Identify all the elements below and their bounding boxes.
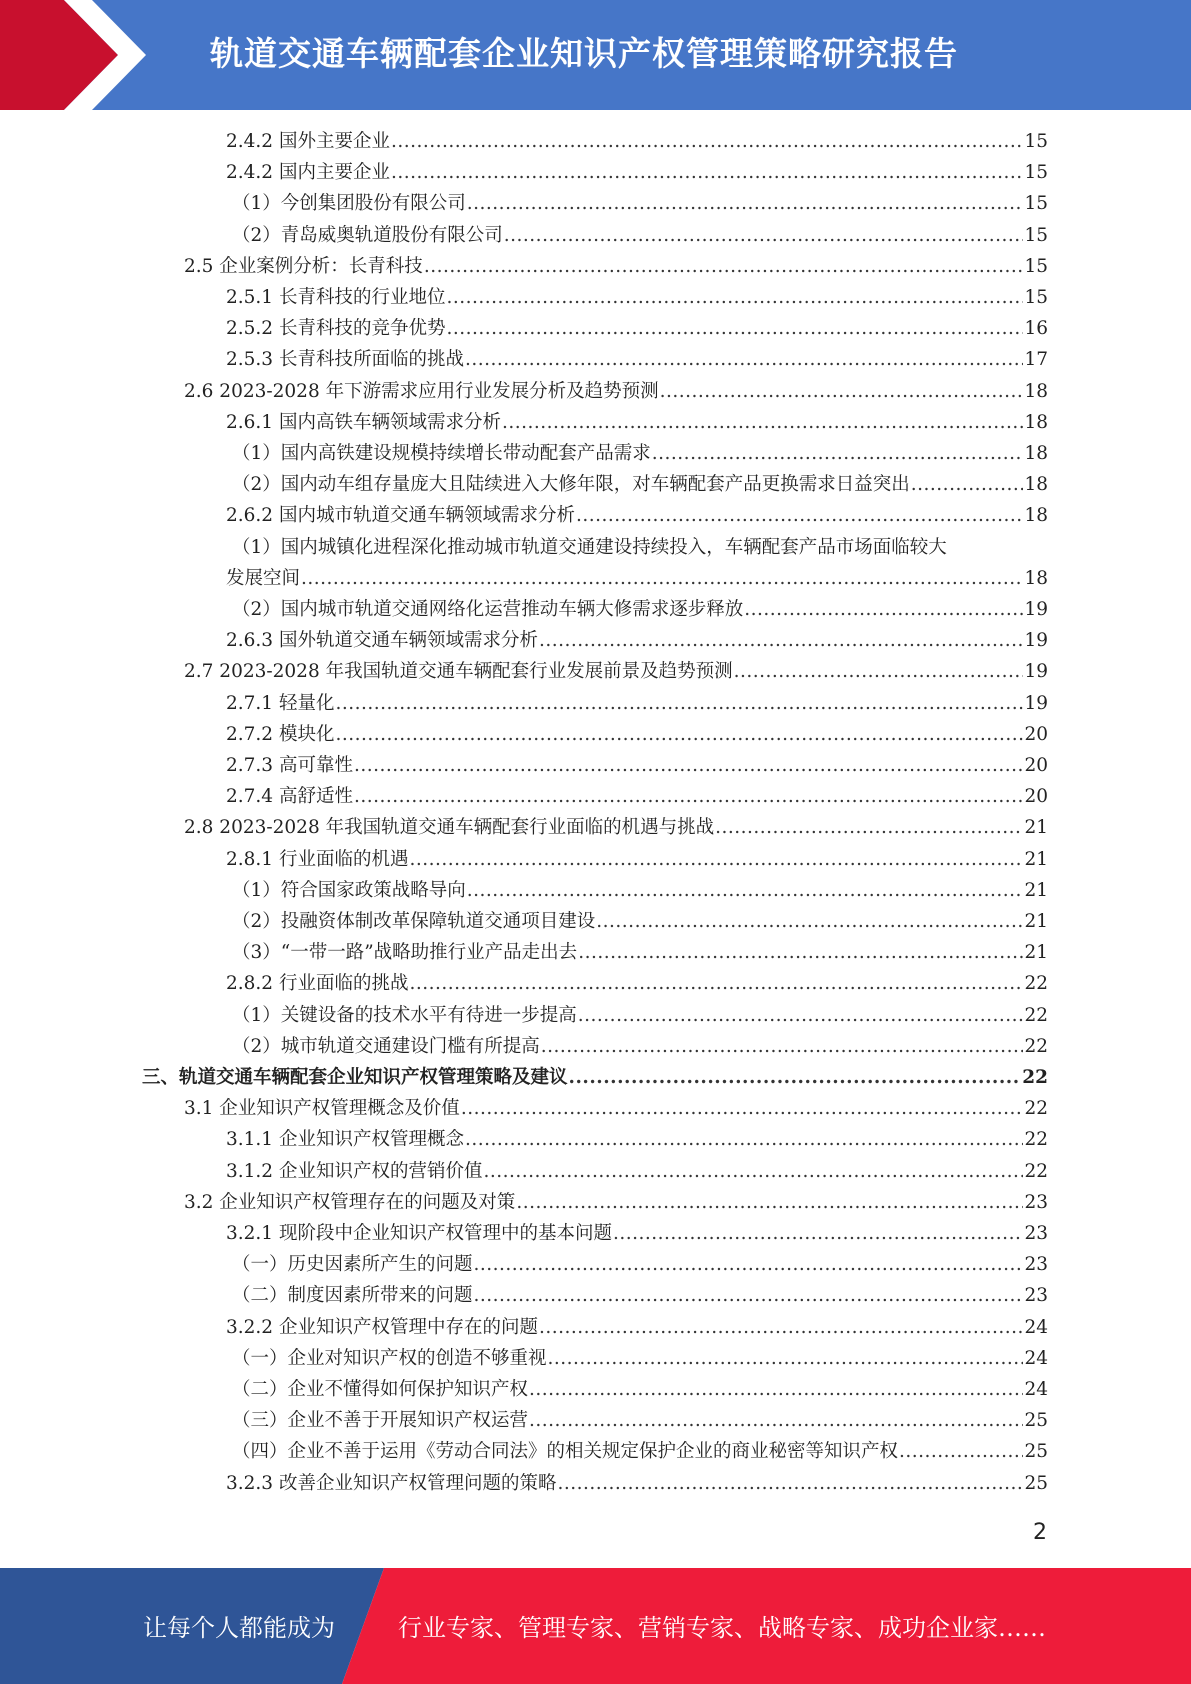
- toc-entry[interactable]: [232, 438, 1048, 469]
- toc-entry[interactable]: [226, 344, 1048, 375]
- toc-entry[interactable]: [226, 1218, 1048, 1249]
- footer-slogan-left: 让每个人都能成为: [143, 1614, 335, 1642]
- toc-entry-title: 3.2.3 改善企业知识产权管理问题的策略: [226, 1472, 557, 1494]
- toc-entry-page: 17: [1024, 349, 1048, 371]
- toc-dot-leader: [744, 594, 1023, 625]
- toc-entry[interactable]: [226, 313, 1048, 344]
- toc-entry-page: 25: [1024, 1472, 1048, 1494]
- toc-entry[interactable]: [232, 1436, 1048, 1467]
- toc-entry[interactable]: [226, 407, 1048, 438]
- toc-entry[interactable]: [232, 1280, 1048, 1311]
- toc-entry-title: 2.8 2023-2028 年我国轨道交通车辆配套行业面临的机遇与挑战: [184, 817, 715, 839]
- toc-entry-page: 22: [1024, 973, 1048, 995]
- toc-entry-title: （一）历史因素所产生的问题: [232, 1254, 473, 1276]
- toc-entry-title: 2.7.1 轻量化: [226, 692, 335, 714]
- toc-entry-title: 2.8.1 行业面临的机遇: [226, 848, 409, 870]
- toc-entry-page: 20: [1024, 723, 1048, 745]
- toc-dot-leader: [529, 1405, 1023, 1436]
- toc-dot-leader: [424, 251, 1024, 282]
- toc-entry-title: （1）国内城镇化进程深化推动城市轨道交通建设持续投入，车辆配套产品市场面临较大: [232, 536, 947, 558]
- toc-entry-page: 24: [1024, 1379, 1048, 1400]
- toc-entry-page: 19: [1024, 630, 1048, 652]
- toc-entry-page: 23: [1024, 1285, 1048, 1307]
- toc-entry-title: 3.1 企业知识产权管理概念及价值: [184, 1098, 460, 1120]
- toc-entry[interactable]: [232, 532, 1048, 563]
- toc-entry-page: 23: [1024, 1223, 1048, 1244]
- toc-entry[interactable]: [226, 781, 1048, 812]
- toc-entry-page: 19: [1024, 692, 1048, 714]
- toc-dot-leader: [660, 376, 1024, 407]
- toc-entry-page: 22: [1024, 1004, 1048, 1026]
- toc-entry-title: （2）国内城市轨道交通网络化运营推动车辆大修需求逐步释放: [232, 599, 744, 620]
- toc-entry-title: （四）企业不善于运用《劳动合同法》的相关规定保护企业的商业秘密等知识产权: [232, 1441, 899, 1463]
- toc-dot-leader: [578, 1000, 1024, 1031]
- toc-entry[interactable]: [226, 719, 1048, 750]
- toc-entry-page: 19: [1024, 599, 1048, 620]
- toc-entry-title: 2.6 2023-2028 年下游需求应用行业发展分析及趋势预测: [184, 380, 659, 402]
- toc-entry[interactable]: [232, 1031, 1048, 1062]
- toc-entry-title: 2.4.2 国外主要企业: [226, 131, 390, 152]
- toc-entry-title: 2.6.3 国外轨道交通车辆领域需求分析: [226, 630, 538, 652]
- toc-dot-leader: [539, 625, 1023, 656]
- toc-entry-page: 18: [1024, 380, 1048, 402]
- report-title: 轨道交通车辆配套企业知识产权管理策略研究报告: [210, 34, 958, 73]
- toc-entry-title: 2.7.3 高可靠性: [226, 755, 353, 776]
- toc-entry-page: 18: [1024, 443, 1048, 464]
- toc-dot-leader: [715, 812, 1023, 843]
- report-header: [0, 0, 1191, 110]
- toc-entry-page: 23: [1024, 1191, 1048, 1213]
- toc-dot-leader: [474, 1280, 1024, 1311]
- toc-entry[interactable]: [184, 812, 1048, 843]
- toc-entry-title: 2.7.2 模块化: [226, 723, 335, 745]
- toc-entry-page: 15: [1024, 287, 1048, 308]
- toc-entry-title: 3.2.1 现阶段中企业知识产权管理中的基本问题: [226, 1223, 612, 1244]
- toc-dot-leader: [516, 1187, 1023, 1218]
- toc-entry-page: 15: [1024, 255, 1048, 277]
- toc-entry[interactable]: [226, 157, 1048, 188]
- toc-dot-leader: [557, 1468, 1023, 1499]
- toc-entry-page: 15: [1024, 131, 1048, 152]
- toc-entry-page: 18: [1024, 505, 1048, 527]
- toc-entry-page: 15: [1024, 162, 1048, 184]
- toc-entry-page: 20: [1024, 786, 1048, 808]
- toc-dot-leader: [576, 500, 1023, 531]
- toc-entry[interactable]: [226, 126, 1048, 157]
- toc-entry-title: 2.6.2 国内城市轨道交通车辆领域需求分析: [226, 505, 575, 527]
- toc-entry-page: 23: [1024, 1254, 1048, 1276]
- toc-entry-page: 22: [1024, 1035, 1048, 1057]
- toc-entry-page: 21: [1024, 911, 1048, 932]
- toc-dot-leader: [391, 126, 1023, 157]
- toc-entry-title: （2）投融资体制改革保障轨道交通项目建设: [232, 911, 596, 932]
- toc-entry[interactable]: [232, 1374, 1048, 1405]
- toc-entry[interactable]: [226, 1156, 1048, 1187]
- toc-entry[interactable]: [232, 1249, 1048, 1280]
- footer-slogan-right: 行业专家、管理专家、营销专家、战略专家、成功企业家……: [398, 1614, 1046, 1642]
- toc-dot-leader: [569, 1062, 1022, 1093]
- toc-entry[interactable]: [184, 376, 1048, 407]
- toc-dot-leader: [391, 157, 1023, 188]
- toc-entry[interactable]: [232, 937, 1048, 968]
- toc-entry-page: 22: [1024, 1129, 1048, 1151]
- toc-dot-leader: [541, 1031, 1024, 1062]
- toc-entry[interactable]: [226, 500, 1048, 531]
- toc-entry-title: 2.5.3 长青科技所面临的挑战: [226, 349, 464, 371]
- toc-dot-leader: [446, 282, 1023, 313]
- toc-dot-leader: [529, 1374, 1023, 1405]
- toc-entry-title: 3.1.2 企业知识产权的营销价值: [226, 1160, 483, 1182]
- toc-entry[interactable]: [226, 625, 1048, 656]
- toc-entry-page: 21: [1024, 817, 1048, 839]
- page-number: 2: [1033, 1520, 1047, 1545]
- toc-dot-leader: [911, 469, 1024, 500]
- toc-entry[interactable]: [184, 656, 1048, 687]
- toc-entry-page: 22: [1022, 1067, 1048, 1088]
- toc-entry[interactable]: [226, 1468, 1048, 1499]
- toc-entry-page: 15: [1024, 193, 1048, 215]
- toc-dot-leader: [474, 1249, 1024, 1280]
- toc-entry-page: 21: [1024, 848, 1048, 870]
- toc-entry[interactable]: [232, 220, 1048, 251]
- toc-entry-title: 2.7.4 高舒适性: [226, 786, 353, 808]
- toc-entry[interactable]: [232, 1000, 1048, 1031]
- toc-entry[interactable]: [232, 188, 1048, 219]
- toc-entry-title: （二）制度因素所带来的问题: [232, 1285, 473, 1307]
- toc-entry[interactable]: [184, 1187, 1048, 1218]
- toc-dot-leader: [539, 1312, 1023, 1343]
- toc-entry-page: 21: [1024, 879, 1048, 901]
- toc-dot-leader: [409, 968, 1023, 999]
- toc-dot-leader: [409, 844, 1023, 875]
- toc-entry-page: 20: [1024, 755, 1048, 776]
- toc-entry[interactable]: [226, 844, 1048, 875]
- toc-entry-title: 2.6.1 国内高铁车辆领域需求分析: [226, 411, 501, 433]
- toc-entry[interactable]: [226, 563, 1048, 594]
- toc-entry[interactable]: [232, 594, 1048, 625]
- toc-dot-leader: [899, 1436, 1023, 1467]
- toc-dot-leader: [335, 688, 1023, 719]
- toc-entry-page: 24: [1024, 1347, 1048, 1369]
- toc-entry-page: 24: [1024, 1316, 1048, 1338]
- toc-entry-title: 2.5 企业案例分析：长青科技: [184, 255, 423, 277]
- toc-entry[interactable]: [226, 282, 1048, 313]
- toc-entry-page: 21: [1024, 942, 1048, 964]
- page-footer: [0, 1568, 1191, 1684]
- toc-entry[interactable]: [184, 251, 1048, 282]
- toc-entry-title: （1）符合国家政策战略导向: [232, 879, 466, 901]
- toc-entry-page: 18: [1024, 474, 1048, 496]
- toc-dot-leader: [613, 1218, 1023, 1249]
- toc-entry-title: （一）企业对知识产权的创造不够重视: [232, 1347, 547, 1369]
- toc-dot-leader: [301, 563, 1023, 594]
- toc-dot-leader: [467, 875, 1024, 906]
- toc-dot-leader: [578, 937, 1023, 968]
- toc-entry-title: （2）城市轨道交通建设门槛有所提高: [232, 1035, 540, 1057]
- toc-entry-title: （1）关键设备的技术水平有待进一步提高: [232, 1004, 577, 1026]
- toc-dot-leader: [354, 750, 1024, 781]
- toc-entry-page: 22: [1024, 1098, 1048, 1120]
- toc-entry-title: 三、轨道交通车辆配套企业知识产权管理策略及建议: [142, 1067, 568, 1088]
- toc-entry-title: （2）青岛威奥轨道股份有限公司: [232, 224, 503, 246]
- toc-entry[interactable]: [232, 1343, 1048, 1374]
- toc-entry-title: 3.2 企业知识产权管理存在的问题及对策: [184, 1191, 516, 1213]
- toc-entry-title: （3）“一带一路”战略助推行业产品走出去: [232, 942, 578, 964]
- toc-entry[interactable]: [226, 688, 1048, 719]
- toc-dot-leader: [596, 906, 1023, 937]
- toc-entry-page: 25: [1024, 1441, 1048, 1463]
- toc-dot-leader: [335, 719, 1023, 750]
- toc-dot-leader: [502, 407, 1023, 438]
- toc-entry[interactable]: [142, 1062, 1048, 1093]
- toc-entry-title: 2.8.2 行业面临的挑战: [226, 973, 409, 995]
- toc-entry-page: 25: [1024, 1410, 1048, 1432]
- toc-entry-page: 22: [1024, 1160, 1048, 1182]
- toc-entry-page: 19: [1024, 661, 1048, 683]
- toc-entry[interactable]: [232, 469, 1048, 500]
- toc-dot-leader: [504, 220, 1024, 251]
- toc-dot-leader: [483, 1156, 1023, 1187]
- toc-dot-leader: [465, 344, 1023, 375]
- toc-dot-leader: [734, 656, 1024, 687]
- toc-entry-page: 18: [1024, 411, 1048, 433]
- toc-entry-page: 16: [1024, 318, 1048, 340]
- toc-entry[interactable]: [226, 1312, 1048, 1343]
- toc-dot-leader: [548, 1343, 1024, 1374]
- toc-dot-leader: [467, 188, 1024, 219]
- toc-entry[interactable]: [232, 906, 1048, 937]
- toc-entry-title: 2.5.1 长青科技的行业地位: [226, 287, 446, 308]
- toc-entry[interactable]: [226, 750, 1048, 781]
- toc-entry-title: （二）企业不懂得如何保护知识产权: [232, 1379, 529, 1400]
- toc-entry-title: （1）国内高铁建设规模持续增长带动配套产品需求: [232, 443, 651, 464]
- toc-entry-title: 发展空间: [226, 567, 301, 589]
- toc-entry[interactable]: [226, 968, 1048, 999]
- toc-dot-leader: [465, 1124, 1023, 1155]
- toc-dot-leader: [652, 438, 1024, 469]
- toc-entry[interactable]: [184, 1093, 1048, 1124]
- toc-entry-title: 2.4.2 国内主要企业: [226, 162, 390, 184]
- toc-entry-title: （2）国内动车组存量庞大且陆续进入大修年限，对车辆配套产品更换需求日益突出: [232, 474, 910, 496]
- toc-dot-leader: [446, 313, 1023, 344]
- toc-entry-title: 2.7 2023-2028 年我国轨道交通车辆配套行业发展前景及趋势预测: [184, 661, 733, 683]
- toc-entry-title: 3.2.2 企业知识产权管理中存在的问题: [226, 1316, 538, 1338]
- toc-entry-title: 3.1.1 企业知识产权管理概念: [226, 1129, 464, 1151]
- toc-entry[interactable]: [226, 1124, 1048, 1155]
- toc-entry-title: 2.5.2 长青科技的竞争优势: [226, 318, 446, 340]
- toc-entry-title: （三）企业不善于开展知识产权运营: [232, 1410, 529, 1432]
- toc-entry[interactable]: [232, 875, 1048, 906]
- toc-entry-page: 15: [1024, 224, 1048, 246]
- toc-entry-page: 18: [1024, 567, 1048, 589]
- toc-entry[interactable]: [232, 1405, 1048, 1436]
- toc-dot-leader: [354, 781, 1024, 812]
- toc-dot-leader: [461, 1093, 1024, 1124]
- toc-entry-title: （1）今创集团股份有限公司: [232, 193, 466, 215]
